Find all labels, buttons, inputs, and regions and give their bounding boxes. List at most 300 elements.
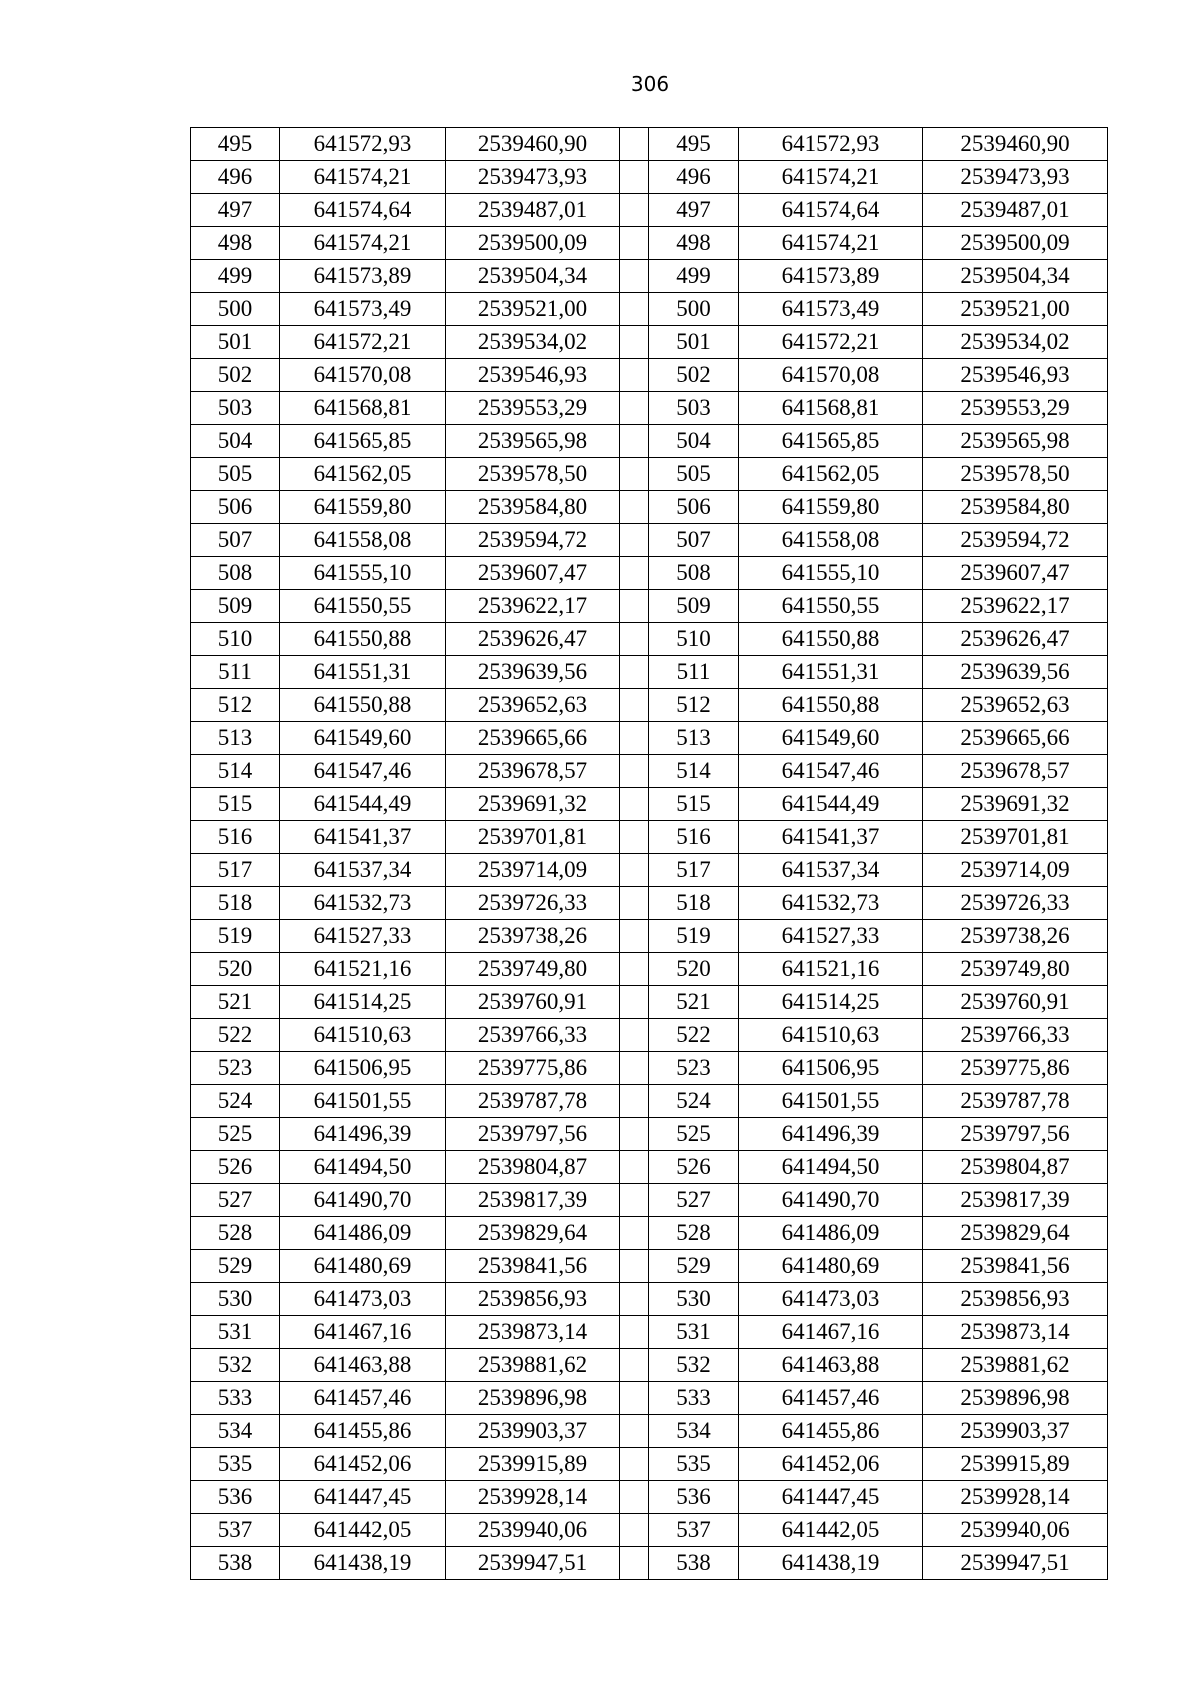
- left-point-number: 505: [191, 458, 280, 491]
- left-point-number: 535: [191, 1448, 280, 1481]
- table-row: [191, 1217, 1108, 1250]
- left-x-coordinate: 641559,80: [280, 491, 446, 524]
- left-x-coordinate: 641447,45: [280, 1481, 446, 1514]
- table-row: [191, 1250, 1108, 1283]
- right-point-number: 507: [649, 524, 739, 557]
- right-y-coordinate: 2539714,09: [923, 854, 1108, 887]
- spacer-cell: [620, 821, 649, 854]
- left-point-number: 530: [191, 1283, 280, 1316]
- right-x-coordinate: 641562,05: [739, 458, 923, 491]
- right-y-coordinate: 2539565,98: [923, 425, 1108, 458]
- left-x-coordinate: 641547,46: [280, 755, 446, 788]
- left-point-number: 511: [191, 656, 280, 689]
- left-x-coordinate: 641506,95: [280, 1052, 446, 1085]
- left-point-number: 515: [191, 788, 280, 821]
- right-point-number: 498: [649, 227, 739, 260]
- left-point-number: 538: [191, 1547, 280, 1580]
- right-x-coordinate: 641463,88: [739, 1349, 923, 1382]
- left-point-number: 507: [191, 524, 280, 557]
- left-y-coordinate: 2539504,34: [446, 260, 620, 293]
- left-x-coordinate: 641514,25: [280, 986, 446, 1019]
- right-point-number: 518: [649, 887, 739, 920]
- spacer-cell: [620, 1349, 649, 1382]
- right-point-number: 502: [649, 359, 739, 392]
- left-point-number: 501: [191, 326, 280, 359]
- right-x-coordinate: 641558,08: [739, 524, 923, 557]
- left-point-number: 526: [191, 1151, 280, 1184]
- table-row: [191, 656, 1108, 689]
- right-point-number: 511: [649, 656, 739, 689]
- right-y-coordinate: 2539460,90: [923, 128, 1108, 161]
- right-x-coordinate: 641572,93: [739, 128, 923, 161]
- right-point-number: 519: [649, 920, 739, 953]
- right-point-number: 514: [649, 755, 739, 788]
- right-point-number: 505: [649, 458, 739, 491]
- left-x-coordinate: 641532,73: [280, 887, 446, 920]
- left-y-coordinate: 2539749,80: [446, 953, 620, 986]
- right-y-coordinate: 2539775,86: [923, 1052, 1108, 1085]
- right-y-coordinate: 2539473,93: [923, 161, 1108, 194]
- table-row: [191, 1283, 1108, 1316]
- left-x-coordinate: 641570,08: [280, 359, 446, 392]
- right-y-coordinate: 2539738,26: [923, 920, 1108, 953]
- left-x-coordinate: 641549,60: [280, 722, 446, 755]
- page-number: 306: [630, 72, 670, 96]
- table-row: [191, 1415, 1108, 1448]
- right-point-number: 513: [649, 722, 739, 755]
- left-y-coordinate: 2539804,87: [446, 1151, 620, 1184]
- left-point-number: 509: [191, 590, 280, 623]
- table-row: [191, 887, 1108, 920]
- right-point-number: 517: [649, 854, 739, 887]
- left-point-number: 523: [191, 1052, 280, 1085]
- right-x-coordinate: 641555,10: [739, 557, 923, 590]
- right-point-number: 534: [649, 1415, 739, 1448]
- right-point-number: 536: [649, 1481, 739, 1514]
- table-row: [191, 1052, 1108, 1085]
- right-y-coordinate: 2539622,17: [923, 590, 1108, 623]
- right-y-coordinate: 2539607,47: [923, 557, 1108, 590]
- table-row: [191, 821, 1108, 854]
- left-y-coordinate: 2539652,63: [446, 689, 620, 722]
- right-x-coordinate: 641544,49: [739, 788, 923, 821]
- left-y-coordinate: 2539760,91: [446, 986, 620, 1019]
- right-x-coordinate: 641457,46: [739, 1382, 923, 1415]
- left-point-number: 524: [191, 1085, 280, 1118]
- left-y-coordinate: 2539594,72: [446, 524, 620, 557]
- right-x-coordinate: 641467,16: [739, 1316, 923, 1349]
- right-y-coordinate: 2539521,00: [923, 293, 1108, 326]
- spacer-cell: [620, 1052, 649, 1085]
- left-x-coordinate: 641574,64: [280, 194, 446, 227]
- left-y-coordinate: 2539787,78: [446, 1085, 620, 1118]
- spacer-cell: [620, 1151, 649, 1184]
- table-row: [191, 1019, 1108, 1052]
- spacer-cell: [620, 1481, 649, 1514]
- coordinates-table-body: [191, 128, 1108, 1580]
- right-x-coordinate: 641527,33: [739, 920, 923, 953]
- right-x-coordinate: 641514,25: [739, 986, 923, 1019]
- right-x-coordinate: 641570,08: [739, 359, 923, 392]
- right-point-number: 522: [649, 1019, 739, 1052]
- left-x-coordinate: 641480,69: [280, 1250, 446, 1283]
- right-y-coordinate: 2539749,80: [923, 953, 1108, 986]
- left-x-coordinate: 641473,03: [280, 1283, 446, 1316]
- right-x-coordinate: 641572,21: [739, 326, 923, 359]
- right-x-coordinate: 641550,88: [739, 689, 923, 722]
- right-x-coordinate: 641559,80: [739, 491, 923, 524]
- right-y-coordinate: 2539534,02: [923, 326, 1108, 359]
- right-x-coordinate: 641565,85: [739, 425, 923, 458]
- left-x-coordinate: 641521,16: [280, 953, 446, 986]
- spacer-cell: [620, 293, 649, 326]
- right-x-coordinate: 641549,60: [739, 722, 923, 755]
- table-row: [191, 1547, 1108, 1580]
- spacer-cell: [620, 1415, 649, 1448]
- right-point-number: 510: [649, 623, 739, 656]
- left-y-coordinate: 2539584,80: [446, 491, 620, 524]
- table-row: [191, 557, 1108, 590]
- spacer-cell: [620, 1448, 649, 1481]
- right-x-coordinate: 641573,89: [739, 260, 923, 293]
- table-row: [191, 128, 1108, 161]
- left-y-coordinate: 2539553,29: [446, 392, 620, 425]
- table-row: [191, 854, 1108, 887]
- right-y-coordinate: 2539881,62: [923, 1349, 1108, 1382]
- right-y-coordinate: 2539578,50: [923, 458, 1108, 491]
- right-point-number: 526: [649, 1151, 739, 1184]
- left-x-coordinate: 641541,37: [280, 821, 446, 854]
- left-x-coordinate: 641558,08: [280, 524, 446, 557]
- right-y-coordinate: 2539504,34: [923, 260, 1108, 293]
- right-y-coordinate: 2539947,51: [923, 1547, 1108, 1580]
- left-y-coordinate: 2539714,09: [446, 854, 620, 887]
- right-x-coordinate: 641506,95: [739, 1052, 923, 1085]
- right-y-coordinate: 2539594,72: [923, 524, 1108, 557]
- left-point-number: 513: [191, 722, 280, 755]
- table-row: [191, 1382, 1108, 1415]
- left-y-coordinate: 2539521,00: [446, 293, 620, 326]
- table-row: [191, 755, 1108, 788]
- left-y-coordinate: 2539665,66: [446, 722, 620, 755]
- left-y-coordinate: 2539817,39: [446, 1184, 620, 1217]
- left-x-coordinate: 641555,10: [280, 557, 446, 590]
- table-row: [191, 359, 1108, 392]
- left-point-number: 525: [191, 1118, 280, 1151]
- spacer-cell: [620, 128, 649, 161]
- right-y-coordinate: 2539787,78: [923, 1085, 1108, 1118]
- left-point-number: 518: [191, 887, 280, 920]
- table-row: [191, 689, 1108, 722]
- spacer-cell: [620, 755, 649, 788]
- right-y-coordinate: 2539841,56: [923, 1250, 1108, 1283]
- spacer-cell: [620, 161, 649, 194]
- left-y-coordinate: 2539903,37: [446, 1415, 620, 1448]
- table-row: [191, 194, 1108, 227]
- left-point-number: 536: [191, 1481, 280, 1514]
- right-x-coordinate: 641501,55: [739, 1085, 923, 1118]
- right-point-number: 499: [649, 260, 739, 293]
- table-row: [191, 161, 1108, 194]
- right-x-coordinate: 641551,31: [739, 656, 923, 689]
- table-row: [191, 1085, 1108, 1118]
- left-point-number: 514: [191, 755, 280, 788]
- table-row: [191, 326, 1108, 359]
- left-y-coordinate: 2539896,98: [446, 1382, 620, 1415]
- table-row: [191, 986, 1108, 1019]
- left-y-coordinate: 2539940,06: [446, 1514, 620, 1547]
- table-row: [191, 293, 1108, 326]
- table-row: [191, 1514, 1108, 1547]
- left-point-number: 516: [191, 821, 280, 854]
- right-x-coordinate: 641455,86: [739, 1415, 923, 1448]
- left-point-number: 496: [191, 161, 280, 194]
- spacer-cell: [620, 326, 649, 359]
- left-y-coordinate: 2539546,93: [446, 359, 620, 392]
- spacer-cell: [620, 458, 649, 491]
- left-point-number: 519: [191, 920, 280, 953]
- left-point-number: 500: [191, 293, 280, 326]
- right-y-coordinate: 2539766,33: [923, 1019, 1108, 1052]
- left-y-coordinate: 2539856,93: [446, 1283, 620, 1316]
- left-y-coordinate: 2539829,64: [446, 1217, 620, 1250]
- left-x-coordinate: 641527,33: [280, 920, 446, 953]
- right-x-coordinate: 641573,49: [739, 293, 923, 326]
- spacer-cell: [620, 1085, 649, 1118]
- spacer-cell: [620, 1019, 649, 1052]
- left-point-number: 527: [191, 1184, 280, 1217]
- right-y-coordinate: 2539701,81: [923, 821, 1108, 854]
- left-x-coordinate: 641544,49: [280, 788, 446, 821]
- right-point-number: 527: [649, 1184, 739, 1217]
- left-point-number: 503: [191, 392, 280, 425]
- spacer-cell: [620, 590, 649, 623]
- left-x-coordinate: 641550,88: [280, 689, 446, 722]
- table-row: [191, 392, 1108, 425]
- left-x-coordinate: 641457,46: [280, 1382, 446, 1415]
- right-point-number: 528: [649, 1217, 739, 1250]
- right-y-coordinate: 2539500,09: [923, 227, 1108, 260]
- left-x-coordinate: 641568,81: [280, 392, 446, 425]
- right-point-number: 509: [649, 590, 739, 623]
- table-row: [191, 953, 1108, 986]
- left-x-coordinate: 641467,16: [280, 1316, 446, 1349]
- right-point-number: 524: [649, 1085, 739, 1118]
- left-y-coordinate: 2539500,09: [446, 227, 620, 260]
- left-x-coordinate: 641463,88: [280, 1349, 446, 1382]
- right-x-coordinate: 641574,21: [739, 161, 923, 194]
- left-y-coordinate: 2539726,33: [446, 887, 620, 920]
- spacer-cell: [620, 1250, 649, 1283]
- right-point-number: 531: [649, 1316, 739, 1349]
- right-x-coordinate: 641574,64: [739, 194, 923, 227]
- right-x-coordinate: 641480,69: [739, 1250, 923, 1283]
- right-y-coordinate: 2539804,87: [923, 1151, 1108, 1184]
- right-point-number: 525: [649, 1118, 739, 1151]
- left-y-coordinate: 2539565,98: [446, 425, 620, 458]
- right-point-number: 529: [649, 1250, 739, 1283]
- left-y-coordinate: 2539691,32: [446, 788, 620, 821]
- left-y-coordinate: 2539678,57: [446, 755, 620, 788]
- left-point-number: 533: [191, 1382, 280, 1415]
- left-point-number: 534: [191, 1415, 280, 1448]
- right-x-coordinate: 641574,21: [739, 227, 923, 260]
- table-row: [191, 491, 1108, 524]
- left-x-coordinate: 641490,70: [280, 1184, 446, 1217]
- spacer-cell: [620, 260, 649, 293]
- left-y-coordinate: 2539881,62: [446, 1349, 620, 1382]
- spacer-cell: [620, 1283, 649, 1316]
- right-x-coordinate: 641568,81: [739, 392, 923, 425]
- right-point-number: 496: [649, 161, 739, 194]
- left-x-coordinate: 641494,50: [280, 1151, 446, 1184]
- right-point-number: 520: [649, 953, 739, 986]
- left-point-number: 528: [191, 1217, 280, 1250]
- left-y-coordinate: 2539775,86: [446, 1052, 620, 1085]
- table-row: [191, 1349, 1108, 1382]
- right-x-coordinate: 641550,55: [739, 590, 923, 623]
- table-row: [191, 227, 1108, 260]
- left-x-coordinate: 641486,09: [280, 1217, 446, 1250]
- spacer-cell: [620, 887, 649, 920]
- left-y-coordinate: 2539841,56: [446, 1250, 620, 1283]
- right-x-coordinate: 641521,16: [739, 953, 923, 986]
- left-y-coordinate: 2539473,93: [446, 161, 620, 194]
- left-x-coordinate: 641537,34: [280, 854, 446, 887]
- right-point-number: 515: [649, 788, 739, 821]
- right-point-number: 508: [649, 557, 739, 590]
- right-y-coordinate: 2539915,89: [923, 1448, 1108, 1481]
- coordinates-table: [190, 127, 1108, 1580]
- left-x-coordinate: 641442,05: [280, 1514, 446, 1547]
- spacer-cell: [620, 986, 649, 1019]
- right-point-number: 506: [649, 491, 739, 524]
- table-row: [191, 1118, 1108, 1151]
- spacer-cell: [620, 722, 649, 755]
- right-x-coordinate: 641438,19: [739, 1547, 923, 1580]
- left-point-number: 499: [191, 260, 280, 293]
- spacer-cell: [620, 623, 649, 656]
- right-x-coordinate: 641494,50: [739, 1151, 923, 1184]
- spacer-cell: [620, 227, 649, 260]
- right-x-coordinate: 641442,05: [739, 1514, 923, 1547]
- right-point-number: 533: [649, 1382, 739, 1415]
- right-x-coordinate: 641541,37: [739, 821, 923, 854]
- right-x-coordinate: 641490,70: [739, 1184, 923, 1217]
- right-y-coordinate: 2539928,14: [923, 1481, 1108, 1514]
- spacer-cell: [620, 1514, 649, 1547]
- left-x-coordinate: 641501,55: [280, 1085, 446, 1118]
- spacer-cell: [620, 359, 649, 392]
- left-x-coordinate: 641452,06: [280, 1448, 446, 1481]
- left-y-coordinate: 2539534,02: [446, 326, 620, 359]
- left-y-coordinate: 2539701,81: [446, 821, 620, 854]
- left-y-coordinate: 2539578,50: [446, 458, 620, 491]
- spacer-cell: [620, 194, 649, 227]
- right-x-coordinate: 641547,46: [739, 755, 923, 788]
- right-point-number: 512: [649, 689, 739, 722]
- spacer-cell: [620, 425, 649, 458]
- right-y-coordinate: 2539797,56: [923, 1118, 1108, 1151]
- left-y-coordinate: 2539797,56: [446, 1118, 620, 1151]
- spacer-cell: [620, 392, 649, 425]
- right-y-coordinate: 2539652,63: [923, 689, 1108, 722]
- right-y-coordinate: 2539903,37: [923, 1415, 1108, 1448]
- left-point-number: 495: [191, 128, 280, 161]
- right-y-coordinate: 2539829,64: [923, 1217, 1108, 1250]
- right-point-number: 535: [649, 1448, 739, 1481]
- left-point-number: 504: [191, 425, 280, 458]
- left-y-coordinate: 2539873,14: [446, 1316, 620, 1349]
- table-row: [191, 458, 1108, 491]
- left-point-number: 508: [191, 557, 280, 590]
- right-y-coordinate: 2539626,47: [923, 623, 1108, 656]
- table-row: [191, 1448, 1108, 1481]
- left-point-number: 498: [191, 227, 280, 260]
- left-x-coordinate: 641574,21: [280, 227, 446, 260]
- left-x-coordinate: 641510,63: [280, 1019, 446, 1052]
- spacer-cell: [620, 788, 649, 821]
- right-point-number: 501: [649, 326, 739, 359]
- right-y-coordinate: 2539896,98: [923, 1382, 1108, 1415]
- right-y-coordinate: 2539584,80: [923, 491, 1108, 524]
- left-y-coordinate: 2539928,14: [446, 1481, 620, 1514]
- right-point-number: 521: [649, 986, 739, 1019]
- right-point-number: 497: [649, 194, 739, 227]
- spacer-cell: [620, 1184, 649, 1217]
- right-point-number: 500: [649, 293, 739, 326]
- right-x-coordinate: 641532,73: [739, 887, 923, 920]
- spacer-cell: [620, 491, 649, 524]
- right-point-number: 538: [649, 1547, 739, 1580]
- spacer-cell: [620, 920, 649, 953]
- right-point-number: 495: [649, 128, 739, 161]
- right-x-coordinate: 641496,39: [739, 1118, 923, 1151]
- left-x-coordinate: 641455,86: [280, 1415, 446, 1448]
- right-point-number: 503: [649, 392, 739, 425]
- left-point-number: 520: [191, 953, 280, 986]
- table-row: [191, 920, 1108, 953]
- spacer-cell: [620, 656, 649, 689]
- right-y-coordinate: 2539873,14: [923, 1316, 1108, 1349]
- table-row: [191, 425, 1108, 458]
- spacer-cell: [620, 1316, 649, 1349]
- left-y-coordinate: 2539947,51: [446, 1547, 620, 1580]
- right-y-coordinate: 2539487,01: [923, 194, 1108, 227]
- spacer-cell: [620, 953, 649, 986]
- table-row: [191, 1151, 1108, 1184]
- table-row: [191, 722, 1108, 755]
- table-row: [191, 524, 1108, 557]
- table-row: [191, 1316, 1108, 1349]
- left-point-number: 529: [191, 1250, 280, 1283]
- right-y-coordinate: 2539940,06: [923, 1514, 1108, 1547]
- left-point-number: 510: [191, 623, 280, 656]
- right-y-coordinate: 2539726,33: [923, 887, 1108, 920]
- right-point-number: 523: [649, 1052, 739, 1085]
- right-y-coordinate: 2539639,56: [923, 656, 1108, 689]
- spacer-cell: [620, 854, 649, 887]
- left-x-coordinate: 641573,49: [280, 293, 446, 326]
- left-x-coordinate: 641438,19: [280, 1547, 446, 1580]
- table-row: [191, 623, 1108, 656]
- right-y-coordinate: 2539665,66: [923, 722, 1108, 755]
- left-y-coordinate: 2539460,90: [446, 128, 620, 161]
- right-x-coordinate: 641550,88: [739, 623, 923, 656]
- left-x-coordinate: 641496,39: [280, 1118, 446, 1151]
- left-point-number: 522: [191, 1019, 280, 1052]
- spacer-cell: [620, 524, 649, 557]
